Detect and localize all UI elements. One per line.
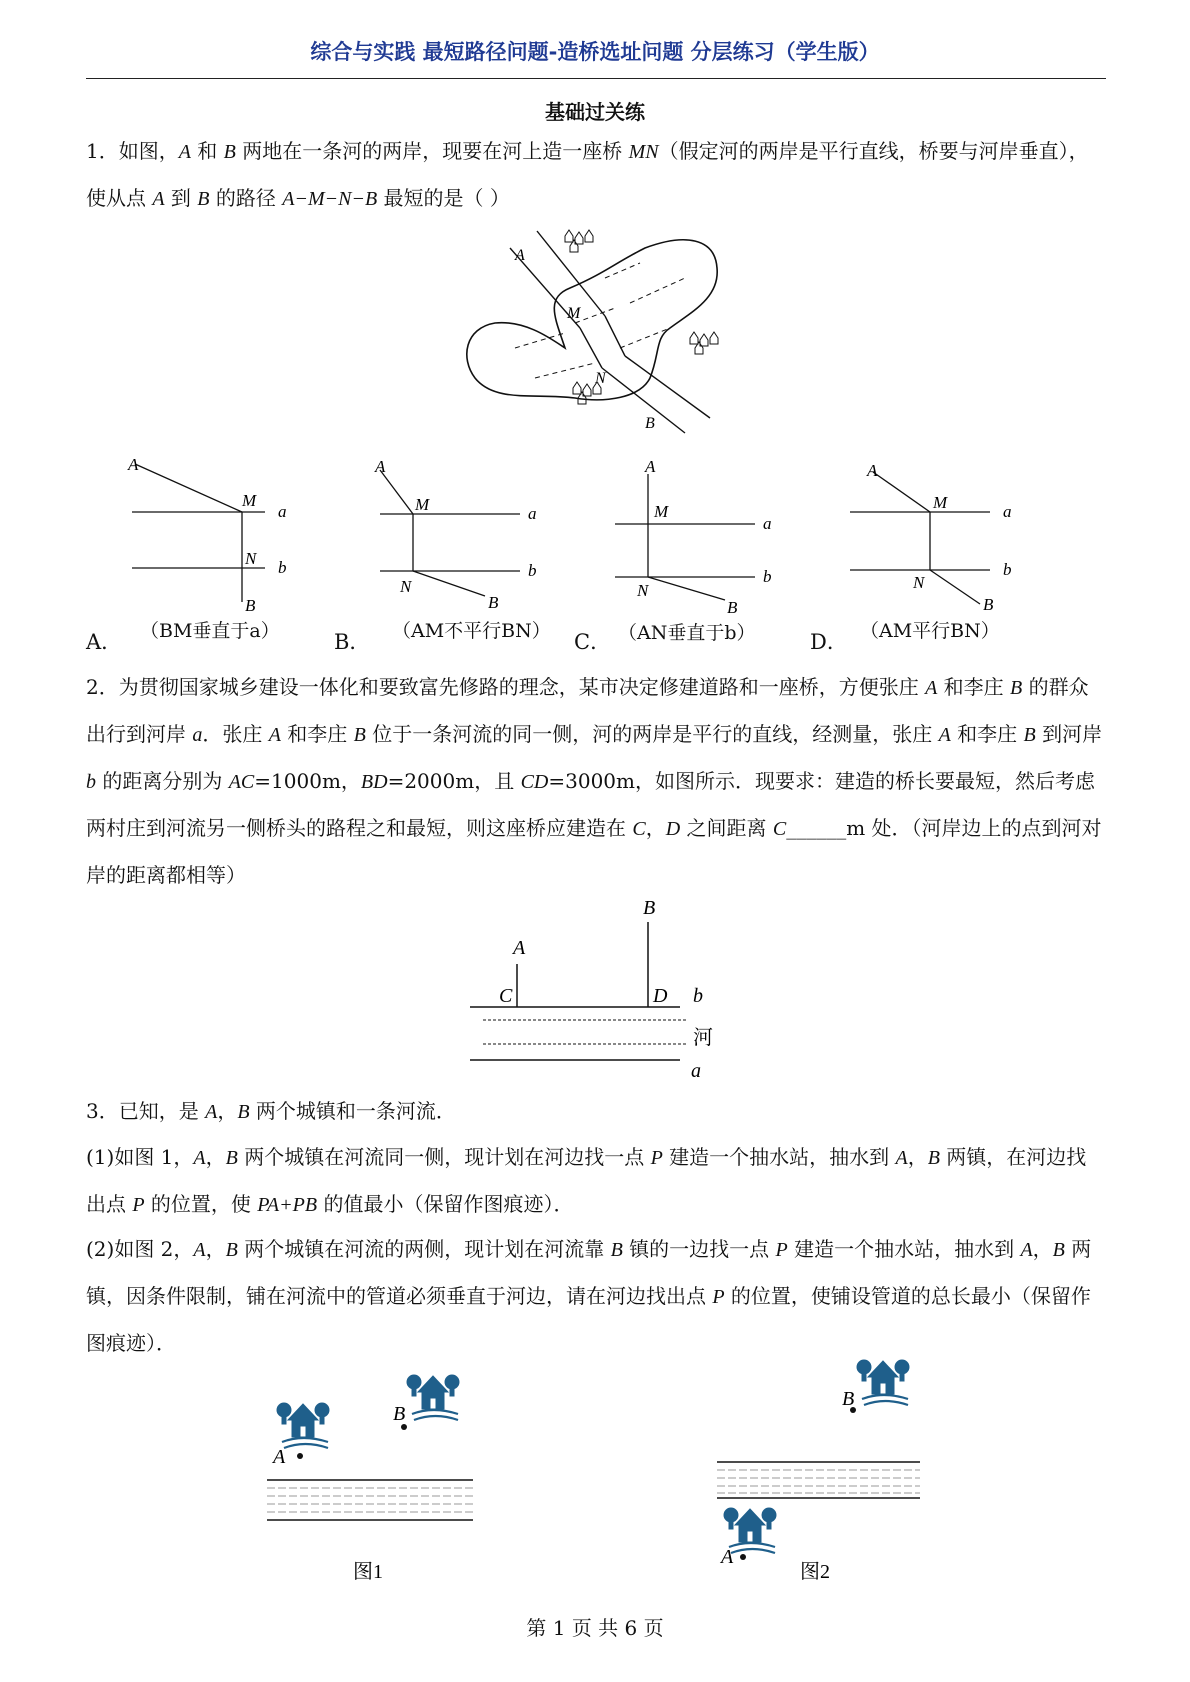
question-2-diagram <box>465 892 725 1082</box>
svg-text:M: M <box>242 491 257 510</box>
figure-1 <box>255 1370 495 1610</box>
svg-text:a: a <box>691 1060 701 1082</box>
option-c-diagram <box>605 452 805 617</box>
svg-text:C: C <box>499 985 513 1007</box>
svg-text:B: B <box>643 897 656 919</box>
svg-text:A: A <box>721 1546 734 1568</box>
svg-text:a: a <box>763 514 772 533</box>
option-a-caption: （BM垂直于a） <box>140 620 280 642</box>
svg-text:b: b <box>763 567 772 586</box>
svg-text:M: M <box>654 502 669 521</box>
svg-text:a: a <box>278 502 287 521</box>
svg-text:B: B <box>983 595 994 614</box>
svg-text:b: b <box>1003 560 1012 579</box>
option-a-letter[interactable]: A． <box>86 630 123 654</box>
svg-text:N: N <box>245 549 257 568</box>
page-footer: 第 1 页 共 6 页 <box>526 1616 664 1640</box>
svg-text:M: M <box>933 493 948 512</box>
tree-icon <box>565 230 718 404</box>
svg-text:b: b <box>693 985 703 1007</box>
option-b-letter[interactable]: B． <box>334 630 371 654</box>
svg-text:图2: 图2 <box>800 1561 830 1583</box>
river-outline <box>467 240 717 400</box>
option-d-diagram <box>845 452 1045 617</box>
question-3-part-2: (2)如图 2，A，B 两个城镇在河流的两侧，现计划在河流靠 B 镇的一边找一点 P 建造一个抽水站，抽水到 A，B 两镇，因条件限制，铺在河流中的管道必须垂直于河边，请在河边找出点 P 的位置，使铺设管道的总长最小（保留作图痕迹）． <box>86 1237 1092 1355</box>
house-icon <box>277 1403 329 1448</box>
section-heading: 基础过关练 <box>545 100 645 124</box>
answer-blank[interactable]: ______ <box>786 816 847 840</box>
svg-text:河: 河 <box>693 1027 713 1049</box>
svg-text:N: N <box>637 581 649 600</box>
svg-text:a: a <box>1003 502 1012 521</box>
svg-text:A: A <box>128 455 139 474</box>
question-3-intro: 3．已知，是 A，B 两个城镇和一条河流． <box>86 1099 456 1123</box>
svg-text:A: A <box>867 461 878 480</box>
option-b-caption: （AM不平行BN） <box>392 620 551 642</box>
question-1-text: 1．如图，A 和 B 两地在一条河的两岸，现要在河上造一座桥 MN（假定河的两岸是平行直线，桥要与河岸垂直），使从点 A 到 B 的路径 A−M−N−B 最短的是（ ） <box>86 139 1089 210</box>
svg-text:N: N <box>400 577 412 596</box>
option-c-caption: （AN垂直于b） <box>618 622 756 644</box>
bridge-line-1 <box>580 328 602 368</box>
svg-text:B: B <box>245 596 256 615</box>
river-bridge-map <box>455 228 745 448</box>
house-icon <box>407 1375 459 1420</box>
map-label-a: A <box>515 247 525 264</box>
svg-text:A: A <box>513 937 526 959</box>
option-c-letter[interactable]: C． <box>574 630 612 654</box>
option-b-diagram <box>360 452 560 617</box>
svg-text:B: B <box>727 598 738 617</box>
svg-text:a: a <box>528 504 537 523</box>
page-title: 综合与实践 最短路径问题-造桥选址问题 分层练习（学生版） <box>310 40 880 64</box>
bridge-line-2 <box>605 316 625 356</box>
house-icon <box>857 1360 909 1405</box>
question-2-text: 2．为贯彻国家城乡建设一体化和要致富先修路的理念，某市决定修建道路和一座桥，方便张庄 A 和李庄 B 的群众出行到河岸 a．张庄 A 和李庄 B 位于一条河流的同一侧，河的两岸是平行的直线，经测量，张庄 A 和李庄 B 到河岸 b 的距离分别为 AC=1000m，BD=2000m，且 CD=3000m，如图所示．现要求：建造的桥长要最短，然后考虑两村庄到河流另一侧桥头的路程之和最短，则这座桥应建造在 C，D 之间距离 C______m 处．（河岸边上的点到河对岸的距离都相等） <box>86 675 1103 887</box>
option-a-diagram <box>110 452 310 617</box>
svg-text:A: A <box>645 457 656 476</box>
map-label-m: M <box>567 305 581 322</box>
figure-2 <box>705 1355 945 1615</box>
map-label-n: N <box>595 370 606 387</box>
svg-text:A: A <box>273 1446 286 1468</box>
option-d-caption: （AM平行BN） <box>860 620 1000 642</box>
header-divider <box>86 78 1106 79</box>
svg-text:M: M <box>415 495 430 514</box>
svg-text:B: B <box>393 1403 406 1425</box>
svg-text:b: b <box>278 558 287 577</box>
svg-text:N: N <box>913 573 925 592</box>
map-label-b: B <box>645 415 655 432</box>
svg-text:b: b <box>528 561 537 580</box>
svg-text:图1: 图1 <box>353 1561 383 1583</box>
option-d-letter[interactable]: D． <box>810 630 848 654</box>
svg-text:A: A <box>375 457 386 476</box>
road-b-line-2 <box>625 356 710 418</box>
question-3-part-1: (1)如图 1，A，B 两个城镇在河流同一侧，现计划在河边找一点 P 建造一个抽水站，抽水到 A，B 两镇，在河边找出点 P 的位置，使 PA+PB 的值最小（保留作图痕迹）． <box>86 1145 1087 1216</box>
svg-text:D: D <box>653 985 668 1007</box>
road-b-line-1 <box>602 368 685 433</box>
svg-text:B: B <box>842 1388 855 1410</box>
river-flow-lines <box>515 263 685 378</box>
svg-text:B: B <box>488 593 499 612</box>
